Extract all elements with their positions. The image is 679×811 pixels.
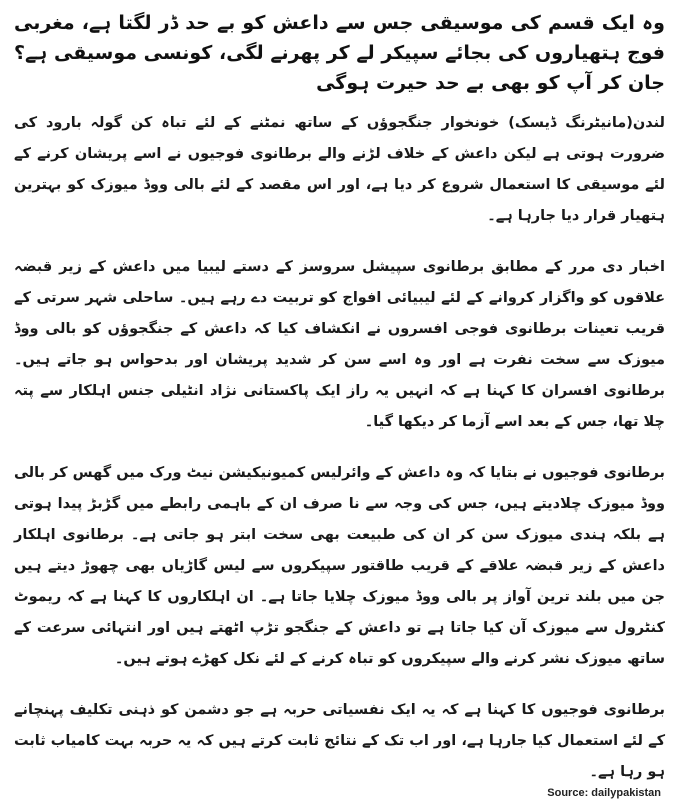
article-headline: وہ ایک قسم کی موسیقی جس سے داعش کو بے حد ڈر لگتا ہے، مغربی فوج ہتھیاروں کی بجائے سپیکر لے کر پھرنے لگی، کونسی موسیقی ہے؟ جان کر آپ کو بھی بے حد حیرت ہوگی — [14, 12, 665, 94]
article-body — [14, 8, 665, 808]
article-paragraph: اخبار دی مرر کے مطابق برطانوی سپیشل سروسز کے دستے لیبیا میں داعش کے زیر قبضہ علاقوں کو واگزار کروانے کے لئے لیبیائی افواج کو تربیت دے رہے ہیں۔ ساحلی شہر سرتی کے قریب تعینات برطانوی فوجی افسروں نے انکشاف کیا کہ داعش کے جنگجوؤں کو بالی ووڈ میوزک سے سخت نفرت ہے اور وہ اسے سن کر شدید پریشان اور بدحواس ہو جاتے ہیں۔ برطانوی افسران کا کہنا ہے کہ انہیں یہ راز ایک پاکستانی نژاد انٹیلی جنس اہلکار سے پتہ چلا تھا، جس کے بعد اسے آزما کر دیکھا گیا۔ — [14, 259, 665, 430]
article-paragraph: برطانوی فوجیوں نے بتایا کہ وہ داعش کے وائرلیس کمیونیکیشن نیٹ ورک میں گھس کر بالی ووڈ میوزک چلادیتے ہیں، جس کی وجہ سے نا صرف ان کے باہمی رابطے میں گڑبڑ پیدا ہوتی ہے بلکہ ہندی میوزک سن کر ان کی طبیعت بھی سخت ابتر ہو جاتی ہے۔ برطانوی اہلکار داعش کے زیر قبضہ علاقے کے قریب طاقتور سپیکروں سے لیس گاڑیاں بھی چھوڑ دیتے ہیں جن میں بلند ترین آواز پر بالی ووڈ میوزک چلایا جاتا ہے۔ ان اہلکاروں کا کہنا ہے کہ ریموٹ کنٹرول سے میوزک آن کیا جاتا ہے تو داعش کے جنگجو تڑپ اٹھتے ہیں اور انتہائی سرعت کے ساتھ میوزک نشر کرنے والے سپیکروں کو تباہ کرنے کے لئے نکل کھڑے ہوتے ہیں۔ — [14, 465, 665, 667]
source-credit: Source: dailypakistan — [547, 787, 661, 799]
article-paragraph: برطانوی فوجیوں کا کہنا ہے کہ یہ ایک نفسیاتی حربہ ہے جو دشمن کو ذہنی تکلیف پہنچانے کے لئے استعمال کیا جارہا ہے، اور اب تک کے نتائج ثابت کرتے ہیں کہ یہ حربہ بہت کامیاب ثابت ہو رہا ہے۔ — [14, 702, 665, 780]
article-paragraph: لندن(مانیٹرنگ ڈیسک) خونخوار جنگجوؤں کے ساتھ نمٹنے کے لئے تباہ کن گولہ بارود کی ضرورت ہوتی ہے لیکن داعش کے خلاف لڑنے والے برطانوی فوجیوں نے اسے پریشان کرنے کے لئے موسیقی کا استعمال شروع کر دیا ہے، اور اس مقصد کے لئے بالی ووڈ میوزک کو بہترین ہتھیار قرار دیا جارہا ہے۔ — [14, 115, 665, 224]
